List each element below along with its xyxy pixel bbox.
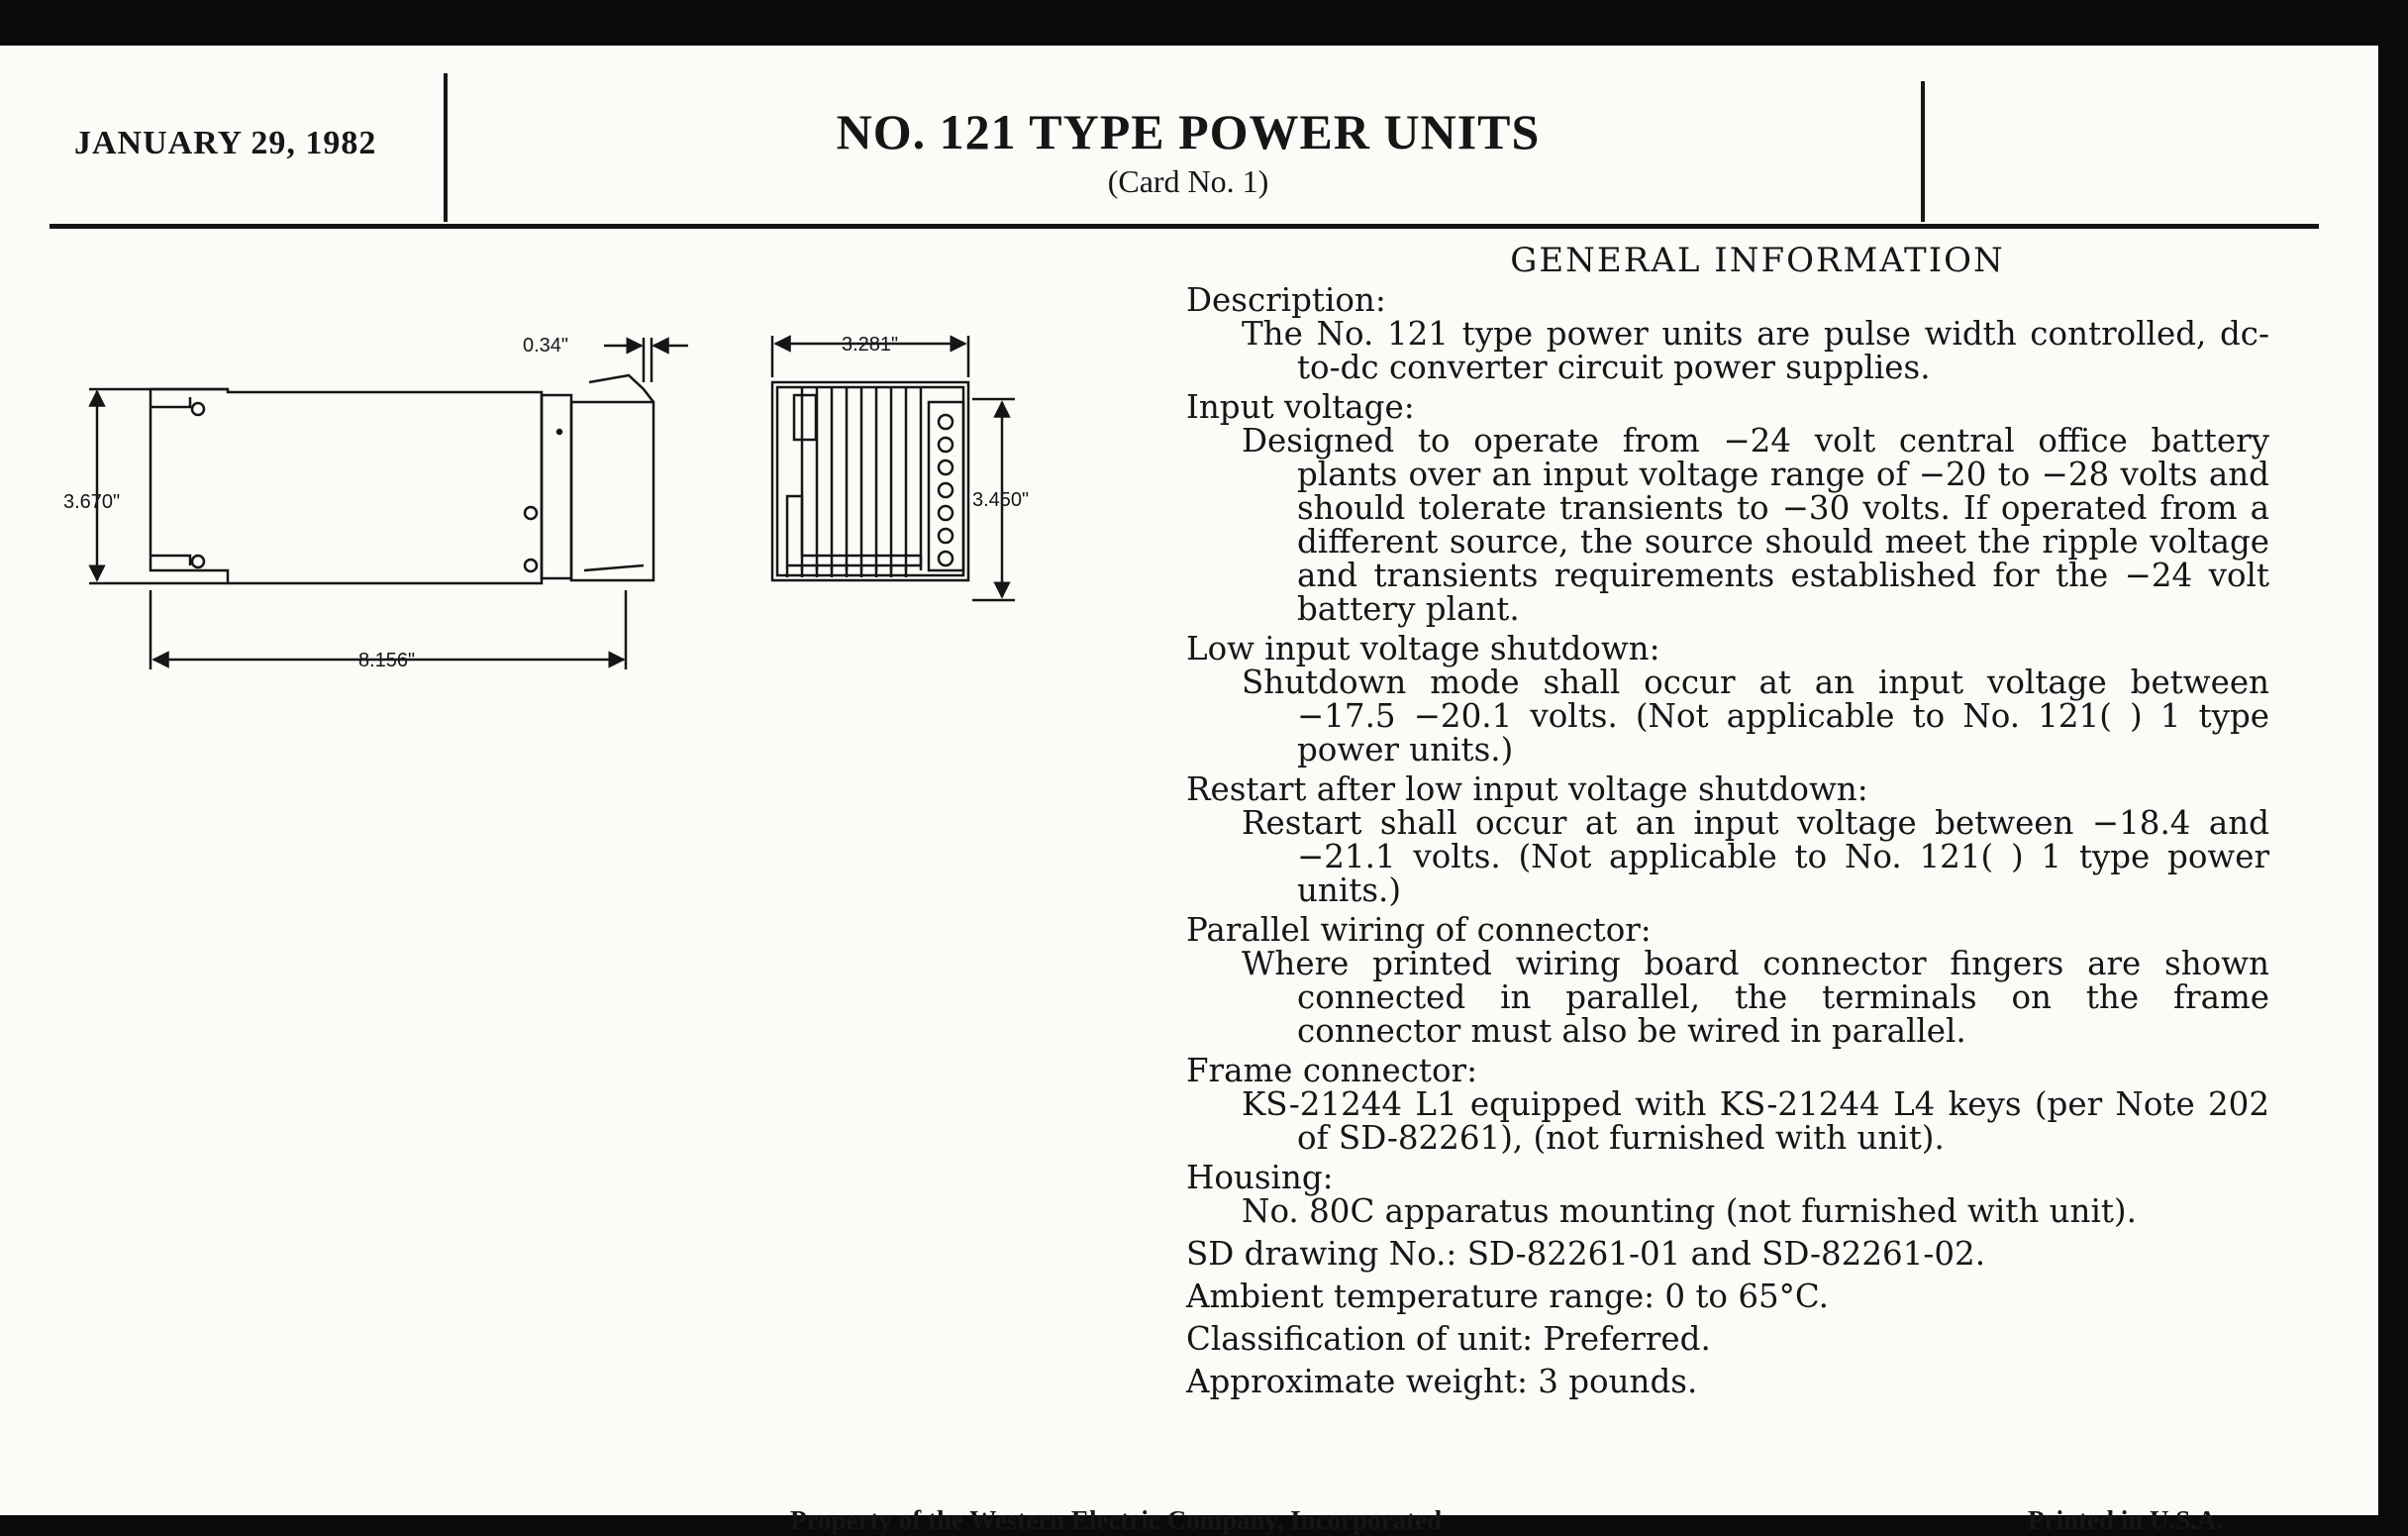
dim-side-offset: 0.34" xyxy=(523,335,569,357)
low-input-shutdown-label: Low input voltage shutdown: xyxy=(1186,630,1660,667)
document-title-block xyxy=(451,101,1926,200)
description-text: The No. 121 type power units are pulse width controlled, dc-to-dc converter circuit power supplies. xyxy=(1242,315,2269,386)
document-date: JANUARY 29, 1982 xyxy=(74,125,377,161)
ambient-temperature-line: Ambient temperature range: 0 to 65°C. xyxy=(1186,1278,1829,1315)
parallel-wiring-label: Parallel wiring of connector: xyxy=(1186,911,1652,949)
frame-connector-label: Frame connector: xyxy=(1186,1052,1478,1089)
classification-line: Classification of unit: Preferred. xyxy=(1186,1320,1711,1358)
document-subtitle: (Card No. 1) xyxy=(1107,163,1269,199)
section-heading: GENERAL INFORMATION xyxy=(1510,241,2005,280)
housing-section xyxy=(1186,1161,2269,1228)
input-voltage-text: Designed to operate from −24 volt central office battery plants over an input voltage range of −20 to −28 volts and should tolerate transients to −30 volts. If operated from a different source, the source should meet the ripple voltage and transients requirements established for the −24 volt battery plant. xyxy=(1242,422,2269,628)
side-view-drawing xyxy=(89,338,688,669)
housing-label: Housing: xyxy=(1186,1159,1334,1196)
document-title: NO. 121 TYPE POWER UNITS xyxy=(836,104,1541,159)
header-divider-right xyxy=(1921,81,1925,222)
input-voltage-label: Input voltage: xyxy=(1186,388,1415,426)
input-voltage-section xyxy=(1186,390,2269,626)
description-label: Description: xyxy=(1186,281,1386,319)
weight-line: Approximate weight: 3 pounds. xyxy=(1186,1363,1698,1400)
unit-dimension-drawings xyxy=(50,268,1069,694)
footer-printed: Printed in U.S.A. xyxy=(2028,1505,2224,1535)
document-card xyxy=(0,46,2378,1535)
housing-text: No. 80C apparatus mounting (not furnished with unit). xyxy=(1242,1192,2137,1230)
restart-section xyxy=(1186,772,2269,907)
parallel-wiring-section xyxy=(1186,913,2269,1048)
restart-text: Restart shall occur at an input voltage between −18.4 and −21.1 volts. (Not applicable to No. 121( ) 1 type power units.) xyxy=(1242,804,2269,909)
dim-end-width: 3.281" xyxy=(842,334,899,356)
low-input-shutdown-text: Shutdown mode shall occur at an input voltage between −17.5 −20.1 volts. (Not applicable to No. 121( ) 1 type power units.) xyxy=(1242,664,2269,768)
parallel-wiring-text: Where printed wiring board connector fingers are shown connected in parallel, the terminals on the frame connector must also be wired in parallel. xyxy=(1242,945,2269,1050)
description-section xyxy=(1186,283,2269,384)
general-information xyxy=(1186,241,2269,1400)
header-divider-left xyxy=(444,73,448,222)
dim-side-length: 8.156" xyxy=(358,650,416,671)
frame-connector-section xyxy=(1186,1054,2269,1155)
frame-connector-text: KS-21244 L1 equipped with KS-21244 L4 keys (per Note 202 of SD-82261), (not furnished with unit). xyxy=(1242,1085,2269,1157)
dim-side-height: 3.670" xyxy=(63,491,121,513)
sd-drawing-line: SD drawing No.: SD-82261-01 and SD-82261-02. xyxy=(1186,1235,1986,1273)
footer-property: Property of the Western Electric Company, Incorporated xyxy=(790,1505,1443,1535)
header-rule xyxy=(50,224,2319,229)
dim-end-height: 3.450" xyxy=(972,489,1030,511)
restart-label: Restart after low input voltage shutdown: xyxy=(1186,770,1868,808)
low-input-shutdown-section xyxy=(1186,632,2269,767)
end-view-drawing xyxy=(772,336,1015,600)
